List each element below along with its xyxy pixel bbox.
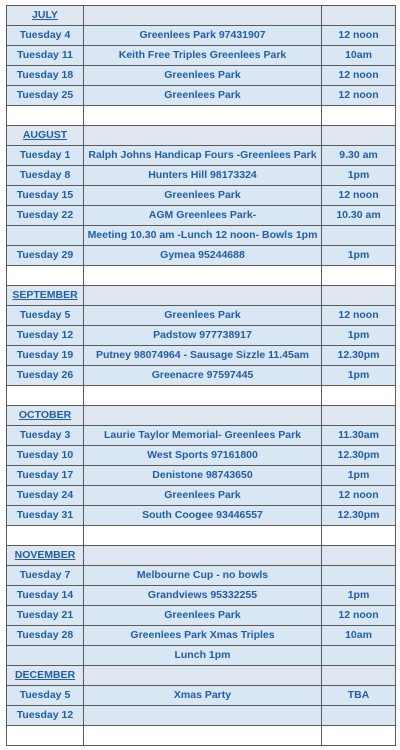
time-cell: 12 noon (322, 486, 396, 506)
time-cell (322, 566, 396, 586)
event-cell: Greenlees Park (84, 186, 322, 206)
day-cell: Tuesday 12 (7, 706, 84, 726)
schedule-row (7, 366, 396, 386)
event-cell (84, 546, 322, 566)
schedule-row (7, 66, 396, 86)
schedule-row (7, 586, 396, 606)
time-cell (322, 666, 396, 686)
event-cell: Greenlees Park (84, 86, 322, 106)
time-cell (322, 266, 396, 286)
schedule-row (7, 46, 396, 66)
event-cell: West Sports 97161800 (84, 446, 322, 466)
event-cell: South Coogee 93446557 (84, 506, 322, 526)
time-cell (322, 386, 396, 406)
schedule-row (7, 26, 396, 46)
schedule-row (7, 186, 396, 206)
event-cell (84, 266, 322, 286)
event-cell: Melbourne Cup - no bowls (84, 566, 322, 586)
time-cell: 12 noon (322, 26, 396, 46)
spacer-row (7, 386, 396, 406)
spacer-row (7, 106, 396, 126)
time-cell: 1pm (322, 366, 396, 386)
schedule-row (7, 486, 396, 506)
time-cell: 1pm (322, 246, 396, 266)
day-cell: Tuesday 21 (7, 606, 84, 626)
event-cell (84, 406, 322, 426)
spacer-row (7, 266, 396, 286)
event-cell: Hunters Hill 98173324 (84, 166, 322, 186)
schedule-row (7, 246, 396, 266)
month-heading-row (7, 286, 396, 306)
month-label: SEPTEMBER (7, 286, 84, 306)
day-cell: Tuesday 17 (7, 466, 84, 486)
time-cell (322, 286, 396, 306)
time-cell: 1pm (322, 466, 396, 486)
spacer-row (7, 726, 396, 746)
day-cell: Tuesday 3 (7, 426, 84, 446)
time-cell: 10.30 am (322, 206, 396, 226)
time-cell: 12 noon (322, 606, 396, 626)
schedule-row (7, 646, 396, 666)
day-cell (7, 106, 84, 126)
day-cell: Tuesday 18 (7, 66, 84, 86)
day-cell (7, 266, 84, 286)
time-cell (322, 126, 396, 146)
day-cell: Tuesday 29 (7, 246, 84, 266)
time-cell (322, 6, 396, 26)
day-cell: Tuesday 28 (7, 626, 84, 646)
day-cell: Tuesday 12 (7, 326, 84, 346)
event-cell (84, 526, 322, 546)
time-cell: 9.30 am (322, 146, 396, 166)
time-cell: 12.30pm (322, 446, 396, 466)
time-cell: 1pm (322, 326, 396, 346)
day-cell: Tuesday 8 (7, 166, 84, 186)
event-cell: Grandviews 95332255 (84, 586, 322, 606)
time-cell (322, 546, 396, 566)
time-cell: 12 noon (322, 86, 396, 106)
month-label: AUGUST (7, 126, 84, 146)
schedule-table (6, 5, 396, 746)
schedule-row (7, 686, 396, 706)
event-cell: Greenacre 97597445 (84, 366, 322, 386)
schedule-body (7, 6, 396, 746)
month-label: DECEMBER (7, 666, 84, 686)
schedule-row (7, 166, 396, 186)
event-cell (84, 6, 322, 26)
event-cell (84, 386, 322, 406)
event-cell: Putney 98074964 - Sausage Sizzle 11.45am (84, 346, 322, 366)
day-cell: Tuesday 5 (7, 306, 84, 326)
time-cell: 1pm (322, 166, 396, 186)
event-cell (84, 286, 322, 306)
event-cell: Denistone 98743650 (84, 466, 322, 486)
month-heading-row (7, 546, 396, 566)
time-cell (322, 226, 396, 246)
time-cell (322, 646, 396, 666)
event-cell: Greenlees Park Xmas Triples (84, 626, 322, 646)
day-cell: Tuesday 5 (7, 686, 84, 706)
schedule-row (7, 346, 396, 366)
month-label: OCTOBER (7, 406, 84, 426)
month-heading-row (7, 126, 396, 146)
event-cell: Lunch 1pm (84, 646, 322, 666)
time-cell (322, 706, 396, 726)
day-cell (7, 526, 84, 546)
day-cell: Tuesday 1 (7, 146, 84, 166)
time-cell: 12 noon (322, 66, 396, 86)
schedule-row (7, 466, 396, 486)
schedule-row (7, 326, 396, 346)
schedule-row (7, 206, 396, 226)
event-cell: Gymea 95244688 (84, 246, 322, 266)
time-cell: TBA (322, 686, 396, 706)
day-cell: Tuesday 22 (7, 206, 84, 226)
day-cell: Tuesday 26 (7, 366, 84, 386)
day-cell (7, 386, 84, 406)
day-cell: Tuesday 14 (7, 586, 84, 606)
event-cell (84, 706, 322, 726)
schedule-row (7, 446, 396, 466)
event-cell: Greenlees Park 97431907 (84, 26, 322, 46)
schedule-row (7, 626, 396, 646)
day-cell (7, 726, 84, 746)
time-cell (322, 106, 396, 126)
event-cell (84, 666, 322, 686)
schedule-row (7, 606, 396, 626)
day-cell: Tuesday 10 (7, 446, 84, 466)
month-heading-row (7, 666, 396, 686)
schedule-row (7, 706, 396, 726)
time-cell: 10am (322, 626, 396, 646)
event-cell (84, 126, 322, 146)
day-cell: Tuesday 15 (7, 186, 84, 206)
schedule-row (7, 426, 396, 446)
day-cell: Tuesday 25 (7, 86, 84, 106)
day-cell (7, 646, 84, 666)
schedule-row (7, 226, 396, 246)
time-cell: 12 noon (322, 186, 396, 206)
month-label: NOVEMBER (7, 546, 84, 566)
time-cell (322, 726, 396, 746)
event-cell: Greenlees Park (84, 306, 322, 326)
spacer-row (7, 526, 396, 546)
schedule-row (7, 566, 396, 586)
time-cell: 11.30am (322, 426, 396, 446)
event-cell: Greenlees Park (84, 606, 322, 626)
time-cell: 12.30pm (322, 346, 396, 366)
day-cell: Tuesday 11 (7, 46, 84, 66)
time-cell (322, 406, 396, 426)
time-cell: 12.30pm (322, 506, 396, 526)
schedule-row (7, 306, 396, 326)
event-cell: Xmas Party (84, 686, 322, 706)
event-cell: AGM Greenlees Park- (84, 206, 322, 226)
day-cell (7, 226, 84, 246)
month-heading-row (7, 6, 396, 26)
time-cell: 10am (322, 46, 396, 66)
day-cell: Tuesday 31 (7, 506, 84, 526)
day-cell: Tuesday 19 (7, 346, 84, 366)
event-cell: Greenlees Park (84, 66, 322, 86)
event-cell: Laurie Taylor Memorial- Greenlees Park (84, 426, 322, 446)
time-cell (322, 526, 396, 546)
event-cell: Ralph Johns Handicap Fours -Greenlees Park (84, 146, 322, 166)
event-cell (84, 726, 322, 746)
event-cell: Meeting 10.30 am -Lunch 12 noon- Bowls 1pm (84, 226, 322, 246)
time-cell: 12 noon (322, 306, 396, 326)
day-cell: Tuesday 7 (7, 566, 84, 586)
event-cell: Greenlees Park (84, 486, 322, 506)
event-cell (84, 106, 322, 126)
schedule-row (7, 146, 396, 166)
schedule-row (7, 86, 396, 106)
schedule-row (7, 506, 396, 526)
month-heading-row (7, 406, 396, 426)
day-cell: Tuesday 4 (7, 26, 84, 46)
month-label: JULY (7, 6, 84, 26)
event-cell: Keith Free Triples Greenlees Park (84, 46, 322, 66)
time-cell: 1pm (322, 586, 396, 606)
event-cell: Padstow 977738917 (84, 326, 322, 346)
day-cell: Tuesday 24 (7, 486, 84, 506)
